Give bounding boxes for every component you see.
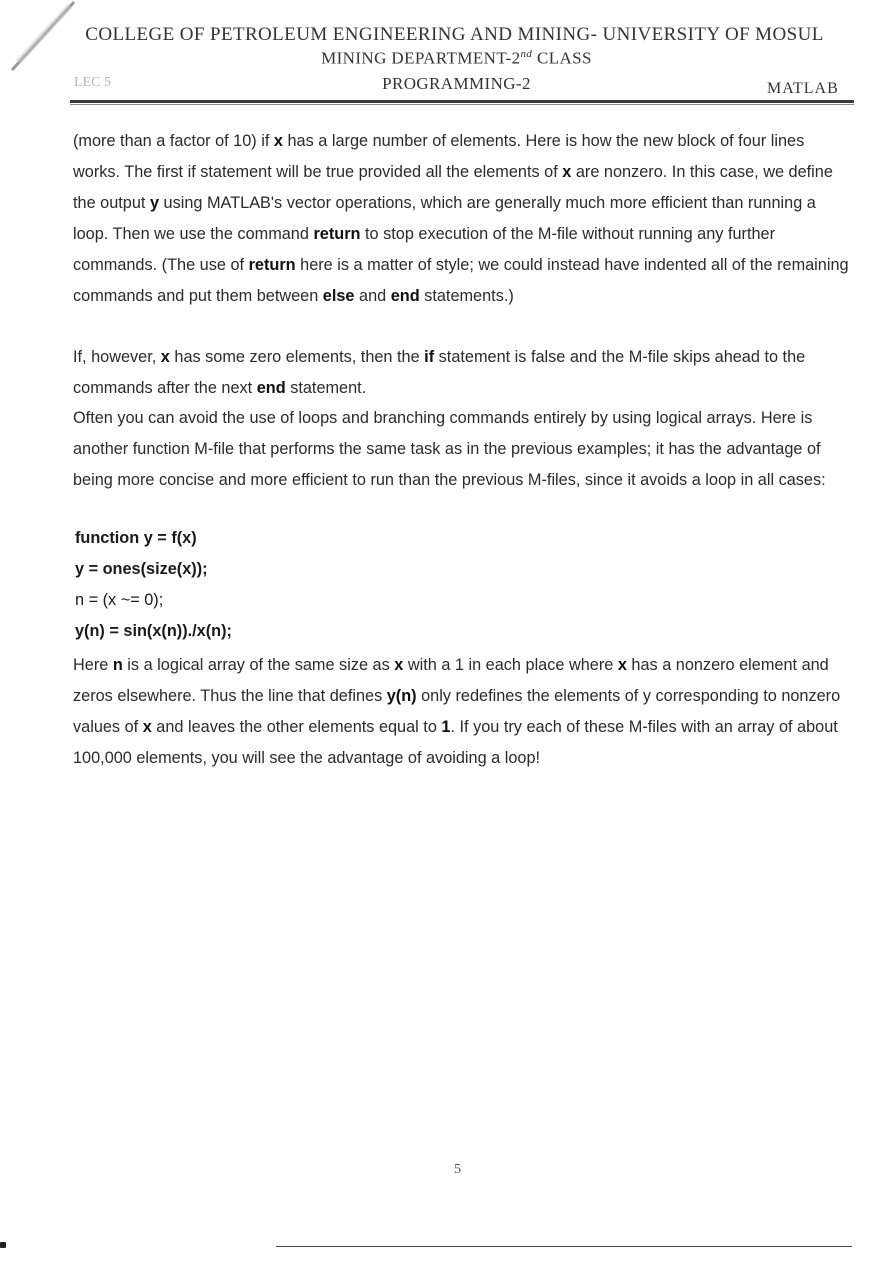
header-department-prefix: MINING DEPARTMENT-2 <box>321 48 521 68</box>
paragraph-4-bold: x <box>617 656 627 674</box>
paragraph-1-bold: else <box>322 287 355 305</box>
code-line-2: y = ones(size(x)); <box>75 560 208 578</box>
header-department <box>10 48 893 69</box>
paragraph-1-bold: end <box>390 287 420 305</box>
header-subject: MATLAB <box>767 80 839 97</box>
paragraph-4-text: with a 1 in each place where <box>403 656 618 674</box>
paragraph-2 <box>73 342 853 404</box>
paragraph-1-text: using MATLAB's vector operations, which are generally much more efficient than running a loop. Then we use the command <box>73 194 816 243</box>
paragraph-2-text: statement. <box>285 379 367 397</box>
paragraph-1-bold: return <box>313 225 361 243</box>
paragraph-1-text: to stop execution of the M-file without running any further commands. (The use of <box>73 225 775 274</box>
code-block <box>75 523 232 647</box>
paragraph-2-text: has some zero elements, then the <box>169 348 425 366</box>
paragraph-4-text: has a nonzero element and zeros elsewhere. Thus the line that defines <box>73 656 829 705</box>
paragraph-2-bold: end <box>256 379 286 397</box>
paragraph-1 <box>73 126 853 312</box>
code-line-3: n = (x ~= 0); <box>75 591 164 609</box>
paragraph-4-text: . If you try each of these M-files with an array of about 100,000 elements, you will see the advantage of avoiding a loop! <box>73 718 838 767</box>
paragraph-4-text: only redefines the elements of y corresponding to nonzero values of <box>73 687 841 736</box>
header-course: PROGRAMMING-2 <box>382 74 531 93</box>
paragraph-4-text: Here <box>73 656 113 674</box>
paragraph-1-text: here is a matter of style; we could instead have indented all of the remaining commands and put them between <box>73 256 849 305</box>
paragraph-4-text: is a logical array of the same size as <box>122 656 395 674</box>
paragraph-2-text: statement is false and the M-file skips ahead to the commands after the next <box>73 348 806 397</box>
header-department-sup: nd <box>520 48 533 60</box>
paragraph-4-bold: x <box>142 718 152 736</box>
paragraph-1-text: statements.) <box>419 287 514 305</box>
header-rule-thin <box>70 104 854 105</box>
header-college-name: COLLEGE OF PETROLEUM ENGINEERING AND MINING- UNIVERSITY OF MOSUL <box>85 24 824 45</box>
paragraph-3 <box>73 403 853 496</box>
paragraph-1-text: has a large number of elements. Here is how the new block of four lines works. The first if statement will be true provided all the elements of <box>73 132 805 181</box>
page-number: 5 <box>454 1162 461 1177</box>
footer-rule <box>276 1246 852 1247</box>
paragraph-1-bold: x <box>273 132 283 150</box>
paragraph-3-text: Often you can avoid the use of loops and branching commands entirely by using logical arrays. Here is another function M-file that performs the same task as in the previous examples; it has the advantage of being more concise and more efficient to run than the previous M-files, since it avoids a loop in all cases: <box>73 409 826 489</box>
code-line-1: function y = f(x) <box>75 529 197 547</box>
header-rule <box>70 100 854 103</box>
paragraph-1-bold: return <box>248 256 296 274</box>
header-lecture-number: LEC 5 <box>74 75 111 90</box>
header-department-suffix: CLASS <box>532 48 592 68</box>
paragraph-4-bold: x <box>394 656 404 674</box>
paragraph-4-bold: n <box>112 656 123 674</box>
paragraph-1-text: and <box>354 287 391 305</box>
paragraph-4-text: and leaves the other elements equal to <box>151 718 442 736</box>
paragraph-2-text: If, however, <box>73 348 161 366</box>
paragraph-4 <box>73 650 853 774</box>
paragraph-4-bold: y(n) <box>386 687 417 705</box>
scan-edge-mark <box>0 1242 6 1248</box>
paragraph-4-bold: 1 <box>441 718 451 736</box>
paragraph-1-text: are nonzero. In this case, we define the output <box>73 163 833 212</box>
paragraph-1-bold: x <box>562 163 572 181</box>
paragraph-1-bold: y <box>149 194 160 212</box>
paragraph-2-bold: x <box>160 348 170 366</box>
paragraph-1-text: (more than a factor of 10) if <box>73 132 274 150</box>
paragraph-2-bold: if <box>424 348 435 366</box>
code-line-4: y(n) = sin(x(n))./x(n); <box>75 622 232 640</box>
